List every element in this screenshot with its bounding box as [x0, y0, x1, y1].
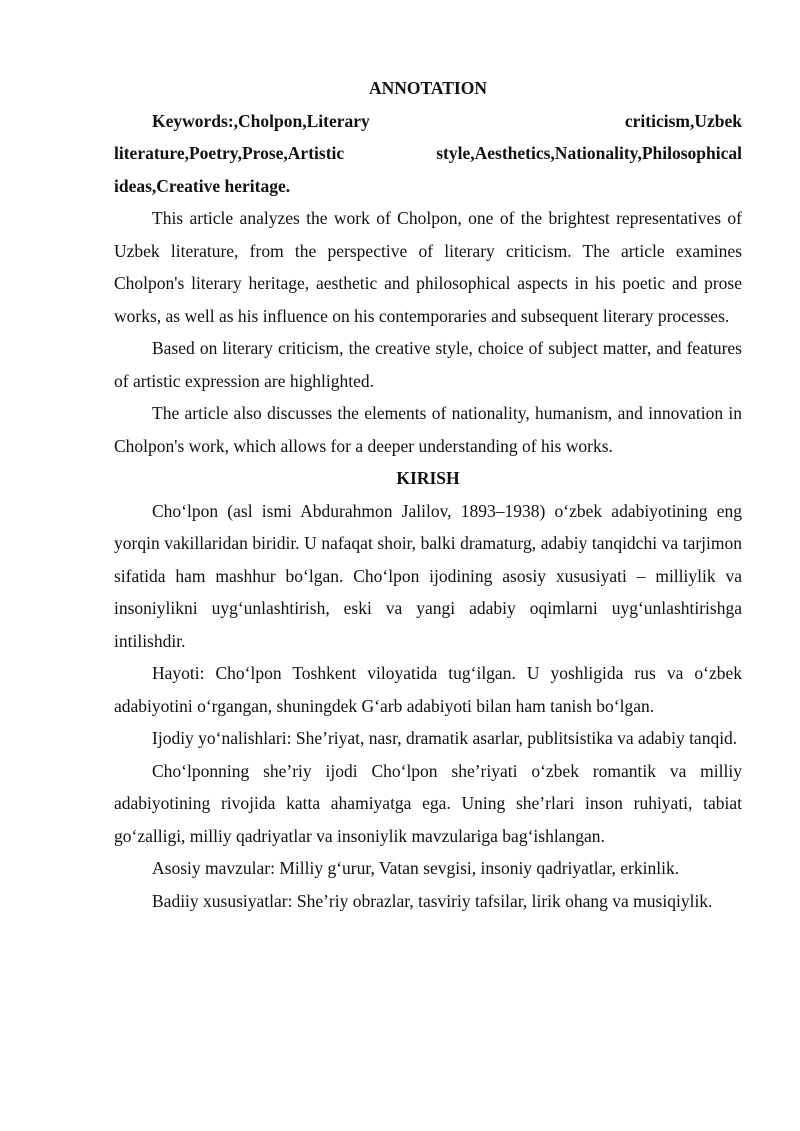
keywords-line: [114, 105, 742, 138]
page-content: [114, 72, 742, 917]
keywords-text: Keywords:,Cholpon,Literary: [152, 110, 370, 131]
kirish-paragraph: Cho‘lponning she’riy ijodi Cho‘lpon she’riyati o‘zbek romantik va milliy adabiyotining rivojida katta ahamiyatga ega. Uning she’rlari inson ruhiyati, tabiat go‘zalligi, milliy qadriyatlar va insoniylik mavzulariga bag‘ishlangan.: [114, 760, 742, 846]
keywords-block: [114, 105, 742, 203]
keywords-text: literature,Poetry,Prose,Artistic: [114, 143, 345, 163]
kirish-paragraph: Cho‘lpon (asl ismi Abdurahmon Jalilov, 1893–1938) o‘zbek adabiyotining eng yorqin vakillaridan biridir. U nafaqat shoir, balki dramaturg, adabiy tanqidchi va tarjimon sifatida ham mashhur bo‘lgan. Cho‘lpon ijodining asosiy xususiyati – milliylik va insoniylikni uyg‘unlashtirish, eski va yangi adabiy oqimlarni uyg‘unlashtirishga intilishdir.: [114, 500, 742, 651]
kirish-paragraph: Badiiy xususiyatlar: She’riy obrazlar, tasviriy tafsilar, lirik ohang va musiqiylik.: [152, 890, 713, 911]
keywords-line: [114, 137, 742, 170]
kirish-paragraph: Ijodiy yo‘nalishlari: She’riyat, nasr, dramatik asarlar, publitsistika va adabiy tanqid.: [152, 728, 738, 748]
keywords-line: [114, 170, 742, 203]
annotation-paragraph: The article also discusses the elements of nationality, humanism, and innovation in Cholpon's work, which allows for a deeper understanding of his works.: [114, 403, 742, 456]
keywords-text: criticism,Uzbek: [624, 110, 742, 131]
annotation-paragraph: Based on literary criticism, the creative style, choice of subject matter, and features of artistic expression are highlighted.: [114, 338, 742, 391]
kirish-heading: KIRISH: [396, 468, 460, 488]
keywords-text: ideas,Creative heritage.: [114, 175, 291, 196]
annotation-paragraph: This article analyzes the work of Cholpon, one of the brightest representatives of Uzbek literature, from the perspective of literary criticism. The article examines Cholpon's literary heritage, aesthetic and philosophical aspects in his poetic and prose works, as well as his influence on his contemporaries and subsequent literary processes.: [114, 208, 742, 326]
annotation-heading: ANNOTATION: [369, 78, 487, 98]
keywords-text: style,Aesthetics,Nationality,Philosophical: [436, 143, 742, 163]
kirish-paragraph: Hayoti: Cho‘lpon Toshkent viloyatida tug‘ilgan. U yoshligida rus va o‘zbek adabiyotini o‘rgangan, shuningdek G‘arb adabiyoti bilan ham tanish bo‘lgan.: [114, 663, 742, 716]
kirish-paragraph: Asosiy mavzular: Milliy g‘urur, Vatan sevgisi, insoniy qadriyatlar, erkinlik.: [152, 858, 680, 878]
